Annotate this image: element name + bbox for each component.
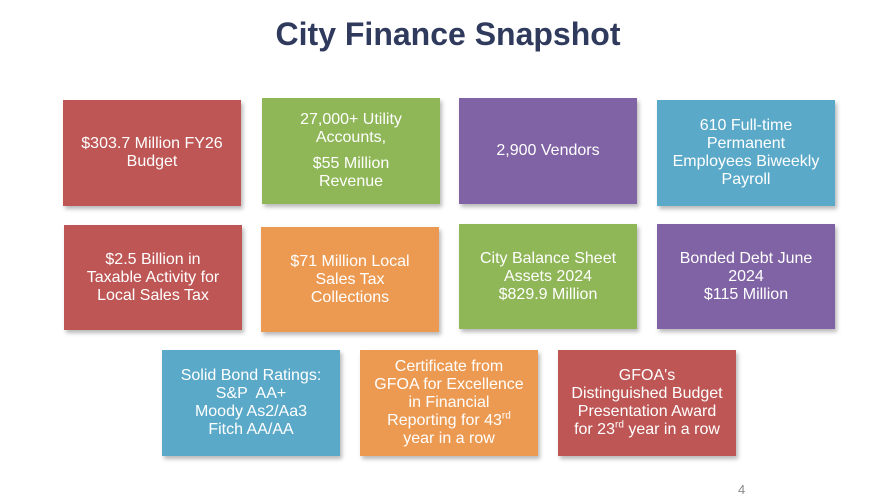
tile-text: 610 Full-time bbox=[699, 117, 793, 134]
tile-sales-tax bbox=[261, 227, 439, 332]
tile-text: Revenue bbox=[318, 173, 384, 190]
tile-text: S&P AA+ bbox=[215, 385, 287, 402]
tile-utility-accounts bbox=[262, 98, 440, 204]
tile-balance-sheet bbox=[459, 224, 637, 329]
page-number: 4 bbox=[738, 482, 746, 497]
tile-text: Local Sales Tax bbox=[97, 286, 209, 304]
tile-text: $55 Million bbox=[312, 155, 390, 172]
tile-text: year in a row bbox=[403, 430, 495, 447]
tile-text: Fitch AA/AA bbox=[208, 421, 294, 438]
tile-bonded-debt bbox=[657, 224, 835, 329]
tile-text: $829.9 Million bbox=[498, 285, 598, 303]
tile-text: Distinguished Budget bbox=[571, 385, 723, 402]
tile-text: Solid Bond Ratings: bbox=[180, 367, 322, 384]
tile-bond-ratings bbox=[162, 350, 340, 456]
ordinal-suffix: rd bbox=[614, 419, 624, 431]
tile-text bbox=[574, 421, 720, 439]
tile-employees bbox=[657, 100, 835, 206]
tile-text: Sales Tax bbox=[315, 270, 385, 288]
tile-text-part: for 23 bbox=[574, 421, 615, 438]
tile-text: $115 Million bbox=[703, 285, 789, 303]
tile-text: Employees Biweekly bbox=[672, 153, 820, 170]
tile-text: GFOA's bbox=[618, 367, 676, 384]
tile-text: Budget bbox=[126, 153, 178, 170]
tile-text: 2024 bbox=[728, 267, 764, 285]
tile-taxable-activity bbox=[64, 225, 242, 330]
tile-text: Certificate from bbox=[394, 358, 504, 375]
tile-text: City Balance Sheet bbox=[479, 249, 617, 267]
tile-text: Permanent bbox=[706, 135, 786, 152]
ordinal-suffix: rd bbox=[501, 410, 511, 422]
tile-text: Bonded Debt June bbox=[679, 249, 813, 267]
tile-text: Accounts, bbox=[315, 129, 387, 146]
tile-text: $71 Million Local bbox=[290, 252, 410, 270]
page-title: City Finance Snapshot bbox=[275, 16, 621, 52]
tile-budget bbox=[63, 100, 241, 206]
tile-vendors bbox=[459, 98, 637, 204]
tile-gfoa-budget-award bbox=[558, 350, 736, 456]
tile-text: Payroll bbox=[721, 171, 771, 188]
tile-gfoa-certificate bbox=[360, 350, 538, 456]
tile-text-part: Reporting for 43 bbox=[387, 412, 502, 429]
tile-text-part: year in a row bbox=[623, 421, 720, 438]
tile-text: $303.7 Million FY26 bbox=[81, 135, 223, 152]
tile-text: Presentation Award bbox=[577, 403, 717, 420]
tile-text: GFOA for Excellence bbox=[374, 376, 524, 393]
tile-text: 2,900 Vendors bbox=[496, 142, 600, 159]
tile-text: 27,000+ Utility bbox=[300, 111, 402, 128]
tile-text bbox=[387, 412, 511, 430]
tile-text: $2.5 Billion in bbox=[105, 250, 201, 268]
tile-text: Collections bbox=[310, 288, 390, 306]
tile-text: Taxable Activity for bbox=[86, 268, 220, 286]
tile-text: in Financial bbox=[408, 394, 490, 411]
tile-text: Moody As2/Aa3 bbox=[194, 403, 308, 420]
tile-text: Assets 2024 bbox=[503, 267, 593, 285]
